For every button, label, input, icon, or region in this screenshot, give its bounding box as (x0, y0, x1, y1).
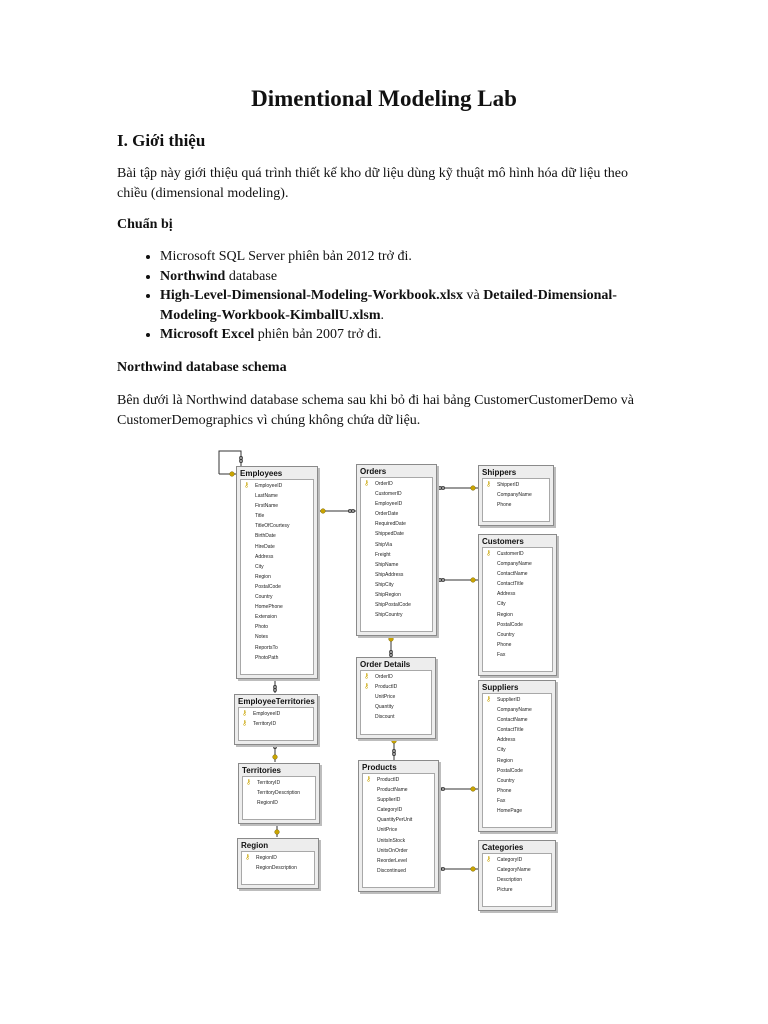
section-heading-intro: I. Giới thiệu (117, 131, 206, 150)
column-list (482, 853, 552, 907)
column-name: UnitPrice (377, 827, 398, 834)
column-row (483, 589, 552, 599)
column-row (483, 735, 551, 745)
column-name: Freight (375, 551, 391, 558)
prep-item-text: Microsoft SQL Server phiên bản 2012 trở đi. (160, 249, 412, 264)
column-name: RequiredDate (375, 521, 406, 528)
column-row (361, 519, 432, 529)
column-name: ContactTitle (497, 727, 524, 734)
column-row (363, 836, 434, 846)
column-row (363, 846, 434, 856)
column-row (363, 866, 434, 876)
column-name: HomePhone (255, 604, 283, 611)
column-row (241, 531, 313, 541)
column-row (361, 489, 432, 499)
table-suppliers (478, 680, 556, 832)
column-row-empty (363, 876, 434, 886)
column-row (241, 582, 313, 592)
column-name: ShippedDate (375, 531, 404, 538)
column-name: City (255, 563, 264, 570)
column-row (483, 500, 549, 510)
rel-key-end-employees-self (230, 472, 235, 477)
column-row (241, 592, 313, 602)
column-name: ContactTitle (497, 581, 524, 588)
table-customers (478, 534, 557, 676)
column-row-empty (361, 620, 432, 630)
column-name: TerritoryDescription (257, 790, 301, 797)
column-name: Address (497, 737, 516, 744)
column-row (241, 562, 313, 572)
column-row (483, 885, 551, 895)
column-row (483, 490, 549, 500)
column-name: Phone (497, 502, 512, 509)
column-row-empty (243, 808, 315, 818)
intro-line-2: chiều (dimensional modeling). (117, 186, 289, 201)
column-name: Country (497, 777, 515, 784)
column-name: City (497, 601, 506, 608)
column-row (483, 875, 551, 885)
column-row (361, 692, 431, 702)
column-name: CategoryID (497, 857, 523, 863)
column-name: Quantity (375, 704, 394, 711)
column-name: Photo (255, 624, 269, 631)
column-row (242, 863, 314, 873)
column-row-empty (242, 873, 314, 883)
table-title: Suppliers (482, 683, 519, 692)
table-title: Products (362, 763, 397, 772)
column-row (241, 511, 313, 521)
column-name: CategoryName (497, 867, 531, 874)
column-row (483, 695, 551, 705)
column-name: ReportsTo (255, 644, 278, 651)
column-name: Extension (255, 614, 277, 621)
column-row (361, 550, 432, 560)
column-name: RegionID (257, 800, 278, 807)
column-row (483, 865, 551, 875)
table-title: Region (241, 841, 269, 850)
column-name: Fax (497, 651, 506, 658)
column-name: CompanyName (497, 561, 532, 568)
column-name: PostalCode (497, 621, 523, 628)
column-name: Notes (255, 634, 269, 641)
column-row (239, 709, 313, 719)
column-row-empty (239, 729, 313, 739)
column-row-empty (241, 663, 313, 673)
column-row (241, 572, 313, 582)
table-title: Categories (482, 843, 524, 852)
key-icon: ⚷ (486, 696, 492, 703)
column-name: Picture (497, 887, 513, 894)
column-name: PostalCode (497, 767, 523, 774)
column-row (242, 853, 314, 863)
column-row (241, 491, 313, 501)
column-list (242, 776, 316, 820)
column-name: ProductID (375, 684, 398, 691)
column-row (483, 620, 552, 630)
column-row (361, 702, 431, 712)
column-row (483, 786, 551, 796)
column-row (483, 855, 551, 865)
key-icon: ⚷ (364, 480, 370, 487)
column-row (483, 776, 551, 786)
column-row (483, 756, 551, 766)
column-name: BirthDate (255, 533, 276, 540)
column-name: TitleOfCourtesy (255, 523, 290, 530)
column-name: ShipVia (375, 541, 393, 548)
column-row (361, 499, 432, 509)
prep-item-mid: và (462, 288, 484, 303)
column-name: OrderID (375, 481, 393, 487)
column-name: City (497, 747, 506, 754)
prep-item-bold: Microsoft Excel (160, 327, 255, 342)
column-row (239, 719, 313, 729)
column-row (483, 705, 551, 715)
column-name: HomePage (497, 808, 523, 815)
key-icon: ⚷ (246, 779, 252, 786)
rel-key-end-territories (273, 755, 278, 760)
column-row (243, 798, 315, 808)
column-row (361, 580, 432, 590)
column-name: CompanyName (497, 492, 532, 499)
column-name: Region (255, 573, 271, 580)
table-title: Employees (240, 469, 283, 478)
column-name: CustomerID (497, 551, 524, 557)
column-name: SupplierID (377, 797, 401, 804)
column-name: PhotoPath (255, 654, 279, 661)
key-icon: ⚷ (242, 710, 248, 717)
column-name: RegionDescription (256, 865, 297, 872)
column-name: ProductName (377, 787, 408, 794)
column-row (241, 481, 313, 491)
prep-item-bold-2: Detailed-Dimensional-Modeling-Workbook-KimballU.xlsm (160, 288, 617, 323)
column-row (363, 795, 434, 805)
column-name: Address (497, 591, 516, 598)
column-row (483, 650, 552, 660)
table-region (237, 838, 319, 889)
prep-item-rest: phiên bản 2007 trở đi. (254, 327, 382, 342)
column-row (483, 480, 549, 490)
column-name: Country (255, 594, 273, 601)
rel-key-end-shippers (471, 486, 476, 491)
column-name: EmployeeID (375, 501, 403, 508)
table-title: Orders (360, 467, 387, 476)
schema-heading: Northwind database schema (117, 360, 287, 375)
column-row (361, 610, 432, 620)
column-row (483, 725, 551, 735)
column-name: Address (255, 553, 274, 560)
column-name: HireDate (255, 543, 275, 550)
prep-item-end: . (380, 307, 385, 323)
column-row (483, 579, 552, 589)
column-row (363, 825, 434, 835)
column-name: QuantityPerUnit (377, 817, 413, 824)
column-row (241, 612, 313, 622)
column-list (482, 693, 552, 828)
column-name: Description (497, 877, 523, 884)
column-name: ShipRegion (375, 592, 401, 599)
rel-key-end-suppliers (471, 787, 476, 792)
column-row (363, 775, 434, 785)
column-name: Country (497, 631, 515, 638)
column-row (483, 599, 552, 609)
rel-key-end-customers (471, 578, 476, 583)
column-row (243, 778, 315, 788)
table-shippers (478, 465, 554, 526)
column-name: CategoryID (377, 807, 403, 814)
key-icon: ⚷ (486, 856, 492, 863)
schema-line-1: Bên dưới là Northwind database schema sau khi bỏ đi hai bảng CustomerCustomerDemo và (117, 393, 634, 408)
column-name: PostalCode (255, 583, 281, 590)
table-title: Order Details (360, 660, 411, 669)
column-name: ContactName (497, 717, 528, 724)
table-employees (236, 466, 318, 679)
prep-item-rest: database (225, 268, 278, 284)
key-icon: ⚷ (245, 854, 251, 861)
column-list (240, 479, 314, 675)
column-name: ShipperID (497, 482, 520, 488)
column-row (483, 610, 552, 620)
column-row (241, 501, 313, 511)
column-list (482, 478, 550, 522)
key-icon: ⚷ (364, 683, 370, 691)
column-list (241, 851, 315, 885)
column-name: OrderDate (375, 511, 399, 518)
prep-item-bold-1: High-Level-Dimensional-Modeling-Workbook.xlsx (160, 288, 463, 303)
prep-item-bold: Northwind (160, 268, 226, 284)
key-icon: ⚷ (366, 776, 372, 783)
key-icon: ⚷ (364, 673, 370, 680)
table-categories (478, 840, 556, 911)
column-row (241, 622, 313, 632)
rel-key-end-region (275, 830, 280, 835)
table-title: Shippers (482, 468, 517, 477)
column-name: ShipPostalCode (375, 602, 411, 609)
column-row-empty (361, 722, 431, 732)
table-title: EmployeeTerritories (238, 697, 315, 706)
column-row (483, 806, 551, 816)
column-row-empty (483, 510, 549, 520)
rel-key-end-products (392, 739, 397, 744)
column-row (241, 542, 313, 552)
column-list (360, 477, 433, 632)
key-icon: ⚷ (486, 481, 492, 488)
schema-line-2: CustomerDemographics vì chúng không chứa dữ liệu. (117, 413, 421, 428)
column-row-empty (483, 816, 551, 826)
column-name: SupplierID (497, 697, 521, 703)
column-list (482, 547, 553, 672)
column-row (363, 815, 434, 825)
key-icon: ⚷ (486, 550, 492, 557)
column-name: CustomerID (375, 491, 402, 498)
column-name: ShipAddress (375, 571, 404, 578)
column-name: UnitsInStock (377, 837, 406, 844)
column-row (241, 632, 313, 642)
column-row (361, 529, 432, 539)
column-row (361, 560, 432, 570)
column-name: TerritoryID (253, 721, 277, 728)
prep-heading: Chuẩn bị (117, 217, 173, 232)
column-row (483, 630, 552, 640)
column-row (361, 600, 432, 610)
column-name: Phone (497, 787, 512, 794)
column-name: UnitsOnOrder (377, 847, 408, 854)
column-row (483, 559, 552, 569)
column-list (360, 670, 432, 735)
column-row (241, 552, 313, 562)
column-name: ShipCountry (375, 612, 403, 619)
table-title: Territories (242, 766, 281, 775)
column-name: Title (255, 513, 265, 520)
column-row (483, 745, 551, 755)
column-name: Region (497, 757, 513, 764)
column-name: Discontinued (377, 867, 406, 874)
column-row (241, 653, 313, 663)
table-employeeterritories (234, 694, 318, 745)
table-orderdetails (356, 657, 436, 739)
column-name: ShipCity (375, 581, 394, 588)
column-row (361, 682, 431, 692)
key-icon: ⚷ (244, 482, 250, 489)
column-row (241, 643, 313, 653)
column-name: Discount (375, 714, 395, 721)
column-row (483, 549, 552, 559)
rel-key-end-employees-orders (321, 509, 326, 514)
intro-line-1: Bài tập này giới thiệu quá trình thiết kế kho dữ liệu dùng kỹ thuật mô hình hóa dữ liệu theo (117, 166, 628, 181)
table-products (358, 760, 439, 892)
column-row (361, 479, 432, 489)
document-title: Dimentional Modeling Lab (251, 86, 517, 111)
table-territories (238, 763, 320, 824)
column-name: Fax (497, 797, 506, 804)
key-icon: ⚷ (242, 720, 248, 728)
column-name: Region (497, 611, 513, 618)
column-row (363, 805, 434, 815)
column-name: ProductID (377, 777, 400, 783)
column-row (243, 788, 315, 798)
column-name: EmployeeID (253, 711, 281, 717)
column-row (483, 640, 552, 650)
column-row-empty (483, 660, 552, 670)
column-row (363, 856, 434, 866)
column-name: EmployeeID (255, 483, 283, 489)
column-row (361, 540, 432, 550)
table-orders (356, 464, 437, 636)
column-name: LastName (255, 493, 278, 500)
column-name: TerritoryID (257, 780, 281, 786)
column-row (241, 602, 313, 612)
column-row (483, 766, 551, 776)
column-name: ReorderLevel (377, 857, 408, 864)
column-row (241, 521, 313, 531)
column-name: ContactName (497, 571, 528, 578)
column-list (362, 773, 435, 888)
column-row (361, 712, 431, 722)
column-row (483, 715, 551, 725)
column-name: Phone (497, 641, 512, 648)
column-row (483, 569, 552, 579)
column-row (361, 509, 432, 519)
rel-key-end-orders (389, 637, 394, 642)
column-row (363, 785, 434, 795)
rel-key-end-categories (471, 867, 476, 872)
column-name: FirstName (255, 503, 279, 510)
column-name: RegionID (256, 855, 277, 861)
column-row (483, 796, 551, 806)
column-row-empty (483, 895, 551, 905)
column-row (361, 570, 432, 580)
table-title: Customers (482, 537, 524, 546)
column-name: ShipName (375, 561, 399, 568)
column-name: UnitPrice (375, 694, 396, 701)
column-list (238, 707, 314, 741)
column-row (361, 672, 431, 682)
column-name: CompanyName (497, 707, 532, 714)
column-row (361, 590, 432, 600)
column-name: OrderID (375, 674, 393, 680)
